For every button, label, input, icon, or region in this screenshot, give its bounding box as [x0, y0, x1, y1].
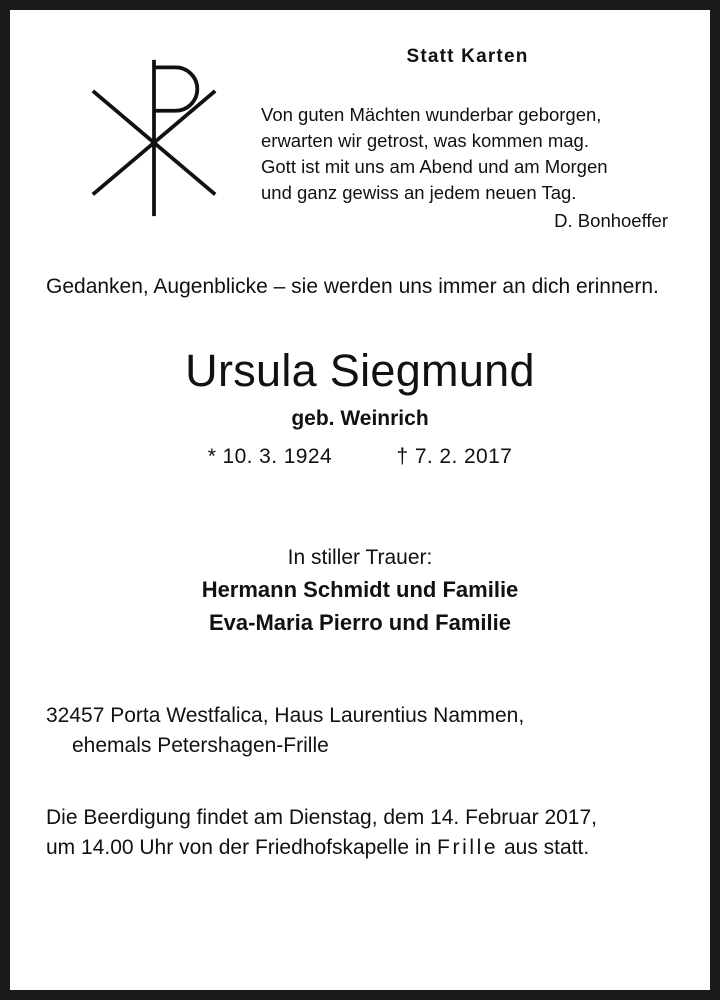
chi-rho-icon [79, 58, 229, 218]
verse-line: Gott ist mit uns am Abend und am Morgen [261, 156, 608, 177]
address-block [46, 701, 674, 761]
verse-author: D. Bonhoeffer [554, 210, 668, 231]
funeral-line: Die Beerdigung findet am Dienstag, dem 14. Februar 2017, [46, 806, 597, 829]
mourner-name: Eva-Maria Pierro und Familie [209, 610, 511, 635]
verse-container [261, 36, 674, 234]
mourning-title: In stiller Trauer: [287, 546, 433, 569]
funeral-text-suffix: aus statt. [498, 836, 590, 859]
deceased-name: Ursula Siegmund [185, 345, 535, 396]
birth-date: * 10. 3. 1924 [207, 445, 333, 468]
funeral-details [46, 803, 674, 863]
verse-line: erwarten wir getrost, was kommen mag. [261, 130, 589, 151]
life-dates [46, 445, 674, 469]
funeral-line [46, 833, 674, 863]
mourner-name: Hermann Schmidt und Familie [201, 577, 519, 602]
funeral-place: Frille [437, 836, 499, 859]
verse-text [261, 102, 674, 206]
address-line: ehemals Petershagen-Frille [72, 734, 329, 757]
symbol-container [46, 36, 261, 218]
funeral-text-prefix: um 14.00 Uhr von der Friedhofskapelle in [46, 836, 438, 859]
memory-text: Gedanken, Augenblicke – sie werden uns immer an dich erinnern. [46, 275, 659, 298]
maiden-name: geb. Weinrich [291, 407, 429, 430]
verse-line: und ganz gewiss an jedem neuen Tag. [261, 182, 577, 203]
verse-line: Von guten Mächten wunderbar geborgen, [261, 104, 602, 125]
top-section [46, 36, 674, 234]
statt-karten-note: Statt Karten [406, 46, 529, 67]
death-date: † 7. 2. 2017 [396, 445, 513, 468]
mourning-section [46, 543, 674, 639]
address-line: 32457 Porta Westfalica, Haus Laurentius Nammen, [46, 704, 525, 727]
